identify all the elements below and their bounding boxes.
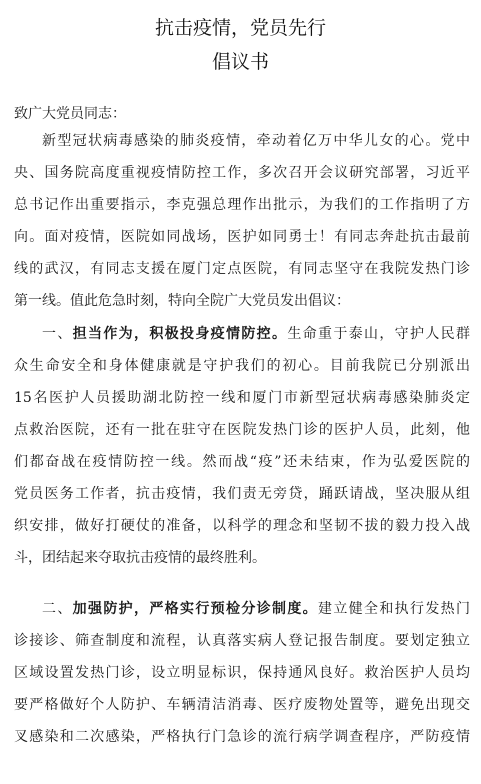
paragraph-line: 线的武汉，有同志支援在厦门定点医院，有同志坚守在我院发热门诊	[14, 261, 470, 277]
paragraph-line: 向。面对疫情，医院如同战场，医护如同勇士！有同志奔赴抗击最前	[14, 229, 470, 245]
item-two-first-text: 建立健全和执行发热门	[318, 601, 471, 617]
item-two-prefix: 二、	[42, 601, 73, 617]
paragraph-line: 15名医护人员援助湖北防控一线和厦门市新型冠状病毒感染肺炎定	[14, 390, 470, 406]
paragraph-line: 诊接诊、筛查制度和流程，认真落实病人登记报告制度。要划定独立	[14, 633, 470, 649]
item-two-first-line	[42, 599, 470, 619]
paragraph-line: 斗，团结起来夺取抗击疫情的最终胜利。	[14, 550, 266, 566]
paragraph-line: 区域设置发热门诊，设立明显标识，保持通风良好。救治医护人员均	[14, 665, 470, 681]
paragraph-line: 党员医务工作者，抗击疫情，我们责无旁贷，踊跃请战，坚决服从组	[14, 486, 470, 502]
paragraph-line: 点救治医院，还有一批在驻守在医院发热门诊的医护人员，此刻，他	[14, 422, 470, 438]
item-one-prefix: 一、	[42, 326, 73, 342]
paragraph-line: 总书记作出重要指示，李克强总理作出批示，为我们的工作指明了方	[14, 197, 470, 213]
paragraph-line: 第一线。值此危急时刻，特向全院广大党员发出倡议：	[14, 293, 350, 309]
item-one-first-line	[42, 324, 470, 344]
document-title: 抗击疫情，党员先行	[154, 17, 326, 39]
item-one-heading: 担当作为，积极投身疫情防控。	[72, 326, 288, 342]
paragraph-line: 众生命安全和身体健康就是守护我们的初心。目前我院已分别派出	[14, 358, 470, 374]
paragraph-line: 们都奋战在疫情防控一线。然而战“疫”还未结束，作为弘爱医院的	[14, 454, 470, 470]
item-two-heading: 加强防护，严格实行预检分诊制度。	[72, 601, 319, 617]
paragraph-line: 央、国务院高度重视疫情防控工作，多次召开会议研究部署，习近平	[14, 165, 470, 181]
paragraph-line: 新型冠状病毒感染的肺炎疫情，牵动着亿万中华儿女的心。党中	[42, 133, 470, 149]
paragraph-line: 织安排，做好打硬仗的准备，以科学的理念和坚韧不拔的毅力投入战	[14, 518, 470, 534]
salutation: 致广大党员同志：	[14, 106, 126, 122]
document-subtitle: 倡议书	[211, 51, 269, 73]
paragraph-line: 要严格做好个人防护、车辆清洁消毒、医疗废物处置等，避免出现交	[14, 697, 470, 713]
item-one-first-text: 生命重于泰山，守护人民群	[287, 326, 471, 342]
paragraph-line: 叉感染和二次感染，严格执行门急诊的流行病学调查程序，严防疫情	[14, 729, 470, 745]
